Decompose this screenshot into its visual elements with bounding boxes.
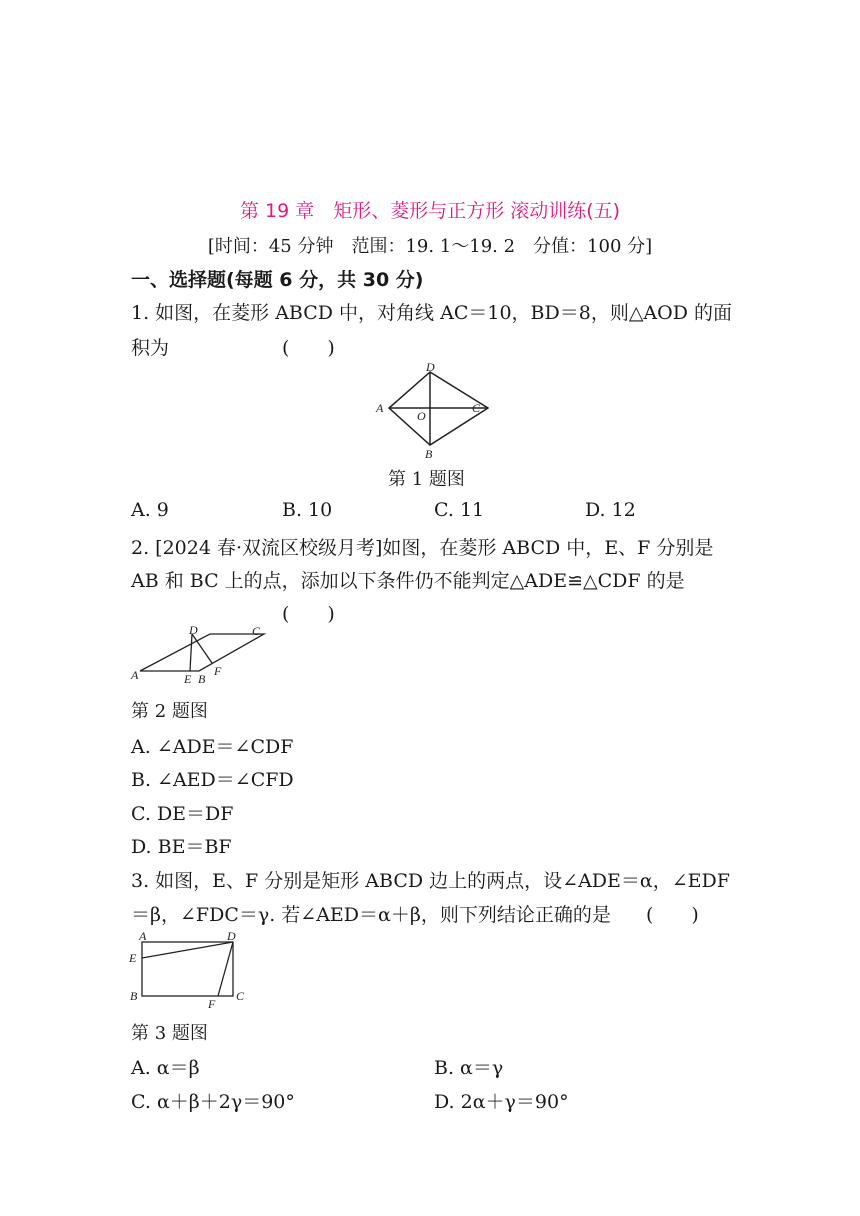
label-c: C <box>252 624 261 638</box>
q2-answer-bracket: ( ) <box>282 603 335 625</box>
q3-rectangle-figure <box>126 928 256 1010</box>
exam-meta: [时间：45 分钟 范围：19. 1～19. 2 分值：100 分] <box>207 236 653 257</box>
q2-rhombus-figure <box>128 622 278 686</box>
segment-de <box>142 942 233 958</box>
segment-df <box>218 942 233 996</box>
label-o: O <box>417 409 426 423</box>
q2-figure-caption: 第 2 题图 <box>131 701 208 722</box>
q3-option-c: C. α＋β＋2γ＝90° <box>131 1091 295 1113</box>
q2-option-c: C. DE＝DF <box>131 803 234 825</box>
q3-option-d: D. 2α＋γ＝90° <box>434 1091 569 1113</box>
label-a: A <box>131 668 139 682</box>
label-c: C <box>236 989 245 1003</box>
q1-stem-line1: 1. 如图，在菱形 ABCD 中，对角线 AC＝10，BD＝8，则△AOD 的面 <box>131 302 732 324</box>
label-b: B <box>130 989 138 1003</box>
q1-figure-caption: 第 1 题图 <box>388 469 465 490</box>
q3-stem-line2: ＝β，∠FDC＝γ. 若∠AED＝α＋β，则下列结论正确的是 <box>131 904 611 926</box>
label-e: E <box>129 951 137 965</box>
q1-option-b: B. 10 <box>282 499 333 521</box>
q2-option-d: D. BE＝BF <box>131 836 232 858</box>
label-a: A <box>376 401 384 415</box>
q1-answer-bracket: ( ) <box>282 337 335 359</box>
q1-rhombus-figure <box>370 360 490 460</box>
q3-option-b: B. α＝γ <box>434 1057 504 1079</box>
segment-de <box>190 634 192 671</box>
label-d: D <box>189 623 198 637</box>
q2-stem-line1: 2. [2024 春·双流区校级月考]如图，在菱形 ABCD 中，E、F 分别是 <box>131 537 714 559</box>
label-f: F <box>208 997 216 1010</box>
section-heading: 一、选择题(每题 6 分，共 30 分) <box>131 269 424 291</box>
q3-option-a: A. α＝β <box>131 1057 200 1079</box>
label-d: D <box>426 360 435 374</box>
q1-option-c: C. 11 <box>434 499 485 521</box>
label-d: D <box>227 929 236 943</box>
label-e: E <box>184 672 192 686</box>
q1-option-d: D. 12 <box>585 499 636 521</box>
q1-stem-line2: 积为 <box>131 337 170 359</box>
q3-figure-caption: 第 3 题图 <box>131 1023 208 1044</box>
label-f: F <box>214 664 222 678</box>
q3-stem-line1: 3. 如图，E、F 分别是矩形 ABCD 边上的两点，设∠ADE＝α，∠EDF <box>131 870 730 892</box>
q2-option-a: A. ∠ADE＝∠CDF <box>131 736 294 758</box>
q2-stem-line2: AB 和 BC 上的点，添加以下条件仍不能判定△ADE≌△CDF 的是 <box>131 570 685 592</box>
label-b: B <box>198 672 206 686</box>
q1-option-a: A. 9 <box>131 499 169 521</box>
q2-option-b: B. ∠AED＝∠CFD <box>131 769 294 791</box>
label-b: B <box>425 447 433 460</box>
label-c: C <box>472 401 481 415</box>
page-title: 第 19 章 矩形、菱形与正方形 滚动训练(五) <box>239 200 621 222</box>
label-a: A <box>139 929 147 943</box>
q3-answer-bracket: ( ) <box>646 904 699 926</box>
rhombus-abcd <box>140 634 264 671</box>
